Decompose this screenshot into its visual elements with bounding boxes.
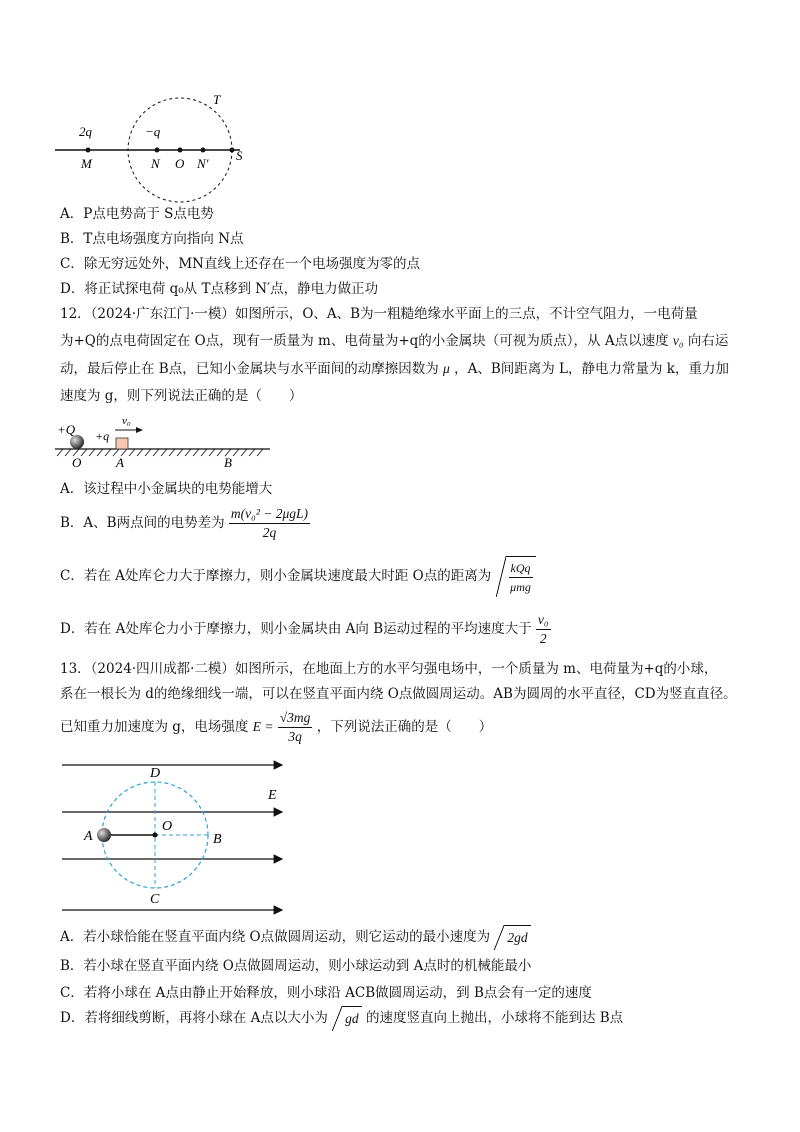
label-n: N	[151, 156, 160, 171]
label-O: O	[162, 819, 173, 834]
q13-option-b: B．若小球在竖直平面内绕 O点做圆周运动，则小球运动到 A点时的机械能最小	[60, 958, 532, 974]
label-E: E	[268, 788, 277, 803]
q13-option-c: C．若将小球在 A点由静止开始释放，则小球沿 ACB做圆周运动，到 B点会有一定的速度	[60, 985, 592, 1001]
q11-option-c: C．除无穷远处外，MN直线上还存在一个电场强度为零的点	[60, 256, 420, 272]
label-B: B	[224, 455, 232, 470]
q13-option-d-text: D．若将细线剪断，再将小球在 A点以大小为	[60, 1010, 328, 1026]
metal-block	[116, 438, 128, 449]
q11-option-b: B．T点电场强度方向指向 N点	[60, 231, 244, 247]
fraction-numerator: m(v₀² − 2μgL)	[229, 505, 310, 524]
q13-option-d-sqrt	[332, 1006, 362, 1031]
label-m: M	[81, 156, 92, 171]
q13-stem-line3a: 已知重力加速度为 g，电场强度	[60, 719, 249, 735]
q12-stem-line1: 12．（2024·广东江门·一模）如图所示，O、A、B为一粗糙绝缘水平面上的三点，不计空气阻力，一电荷量	[60, 306, 698, 322]
q13-e-fraction	[278, 709, 313, 746]
label-minus-q: −q	[145, 124, 161, 139]
q13-stem-line3b: ，下列说法正确的是（ ）	[316, 719, 493, 735]
q13-stem-line3	[60, 707, 492, 747]
q11-option-a: A．P点电势高于 S点电势	[60, 206, 214, 222]
q13-option-a	[60, 925, 531, 950]
label-A: A	[116, 455, 124, 470]
q12-option-b	[60, 505, 310, 542]
fraction-denominator: 2q	[262, 525, 277, 540]
q13-option-a-sqrt	[494, 925, 530, 950]
q13-option-d	[60, 1006, 623, 1031]
q12-option-a: A．该过程中小金属块的电势能增大	[60, 481, 273, 497]
q12-option-b-text: B．A、B两点间的电势差为	[60, 515, 225, 531]
point-m	[86, 148, 91, 153]
q12-option-d-text: D．若在 A处库仑力小于摩擦力，则小金属块由 A向 B运动过程的平均速度大于	[60, 621, 532, 637]
fraction-denominator: μmg	[510, 580, 531, 595]
q12-option-d-fraction	[536, 611, 551, 648]
q13-e-symbol: E =	[252, 719, 274, 734]
figure-q12-surface	[55, 412, 275, 472]
q12-option-c-text: C．若在 A处库仑力大于摩擦力，则小金属块速度最大时距 O点的距离为	[60, 568, 492, 584]
q12-option-c-sqrt	[496, 556, 536, 597]
fraction-numerator: √3mg	[278, 709, 313, 728]
ball	[97, 828, 111, 842]
point-o	[153, 833, 158, 838]
fraction-denominator: 3q	[288, 729, 302, 744]
q12-option-b-fraction	[229, 505, 310, 542]
label-v0: v₀	[122, 415, 131, 427]
q12-stem-line2a: 为+Q的点电荷固定在 O点，现有一质量为 m、电荷量为+q的小金属块（可视为质点），从 A点以速度	[60, 333, 669, 349]
q12-option-d	[60, 611, 551, 648]
label-np: N′	[197, 156, 209, 171]
q12-v0: v₀	[672, 333, 684, 348]
label-t: T	[213, 92, 221, 107]
q12-stem-line3b: ，A、B间距离为 L，静电力常量为 k，重力加	[454, 361, 729, 377]
q11-option-d: D．将正试探电荷 q₀从 T点移到 N′点，静电力做正功	[60, 281, 379, 297]
q12-stem-line4: 速度为 g，则下列说法正确的是（ ）	[60, 388, 303, 404]
label-C: C	[150, 892, 160, 907]
q13-stem-line2: 系在一根长为 d的绝缘细线一端，可以在竖直平面内绕 O点做圆周运动。AB为圆周的水平直径，CD为竖直直径。	[60, 686, 737, 702]
charge-ball	[70, 435, 84, 449]
figure-q13-field	[60, 760, 300, 920]
radicand: gd	[342, 1006, 362, 1031]
label-plus-q: +q	[95, 429, 110, 443]
point-o	[178, 148, 183, 153]
q13-option-d-text-post: 的速度竖直向上抛出，小球将不能到达 B点	[365, 1010, 624, 1026]
radicand: 2gd	[504, 925, 530, 950]
label-2q: 2q	[79, 124, 92, 139]
hatching	[57, 449, 263, 456]
fraction-numerator: kQq	[509, 559, 533, 578]
label-s: S	[236, 148, 243, 163]
q12-stem-line2	[60, 331, 728, 351]
q13-option-a-text: A．若小球恰能在竖直平面内绕 O点做圆周运动，则它运动的最小速度为	[60, 929, 491, 945]
q13-stem-line1: 13．（2024·四川成都·二模）如图所示，在地面上方的水平匀强电场中，一个质量为 m、电荷量为+q的小球，	[60, 661, 718, 677]
label-O: O	[72, 455, 82, 470]
point-n	[155, 148, 160, 153]
label-D: D	[150, 766, 161, 781]
fraction-numerator: v₀	[536, 611, 551, 630]
label-o: O	[175, 156, 185, 171]
q12-stem-line3	[60, 359, 729, 379]
point-np	[201, 148, 206, 153]
q12-option-c	[60, 556, 536, 597]
figure-charges-circle	[55, 90, 265, 180]
q12-stem-line2b: 向右运	[687, 333, 729, 349]
label-plus-Q: +Q	[57, 422, 76, 437]
q12-mu: μ	[443, 361, 450, 376]
label-B: B	[213, 832, 222, 847]
q12-stem-line3a: 动，最后停止在 B点，已知小金属块与水平面间的动摩擦因数为	[60, 361, 439, 377]
fraction-denominator: 2	[539, 631, 547, 646]
point-s	[230, 148, 235, 153]
label-A: A	[84, 829, 93, 844]
